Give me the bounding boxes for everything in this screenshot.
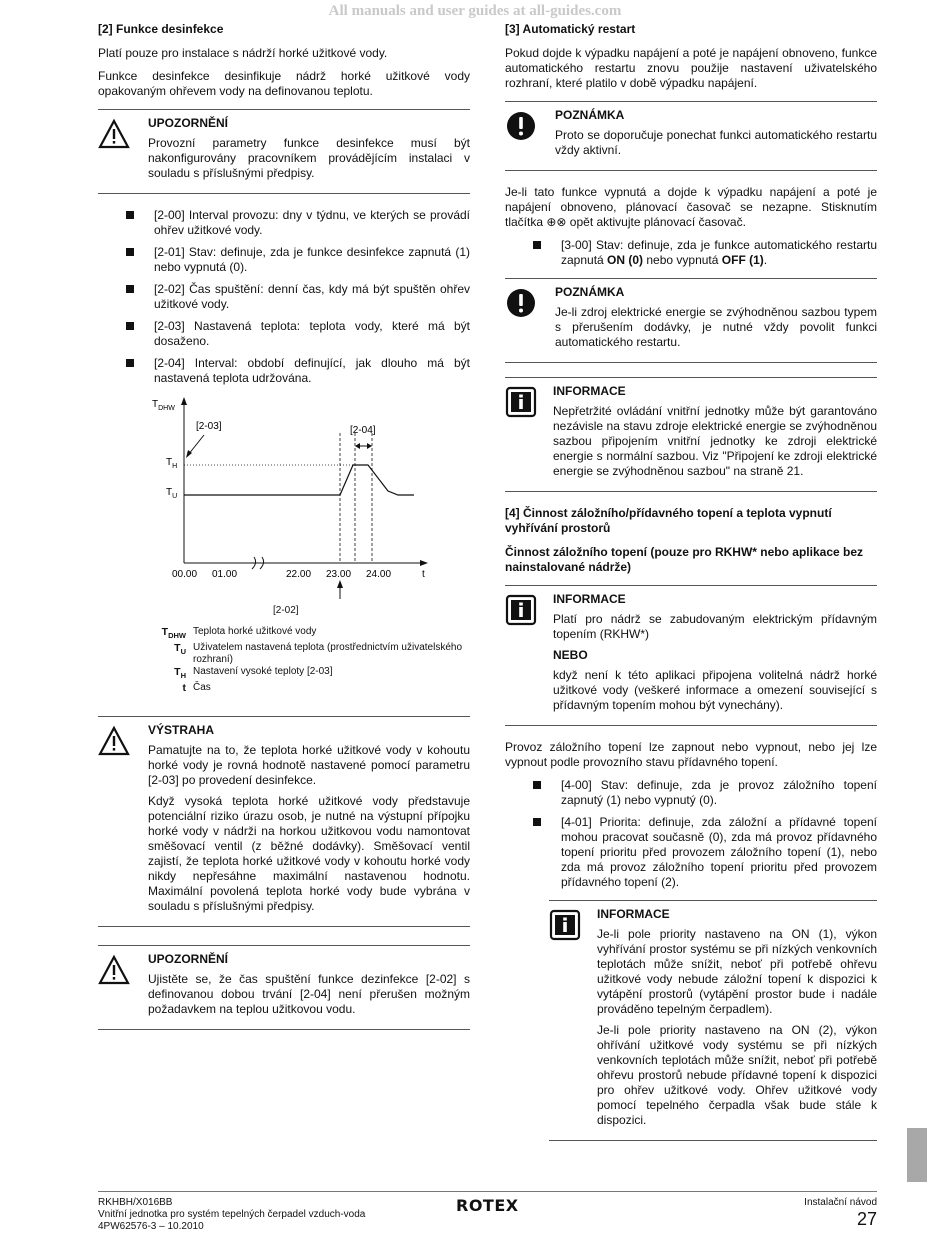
label-2-02-text: [2-02]	[273, 605, 299, 616]
note-box	[505, 278, 877, 363]
interval-arrow-left	[355, 443, 360, 449]
list-item: [4-00] Stav: definuje, zda je provoz záložního topení zapnutý (1) nebo vypnutý (0).	[533, 778, 877, 808]
legend-row: $T_U$ Uživatelem nastavená teplota (prostřednictvím uživatelského rozhraní)	[174, 642, 463, 666]
caution-title: UPOZORNĚNÍ	[148, 116, 229, 130]
tick-label: 00.00	[172, 569, 198, 580]
list-item: [2-02] Čas spuštění: denní čas, kdy má být spuštěn ohřev užitkové vody.	[126, 282, 470, 312]
list-item: [3-00] Stav: definuje, zda je funkce automatického restartu zapnutá ON (0) nebo vypnutá OFF (1).	[533, 238, 877, 268]
note-title: POZNÁMKA	[555, 285, 625, 299]
caution-box	[98, 945, 470, 1030]
info-box	[505, 585, 877, 726]
disinfection-diagram	[148, 393, 448, 603]
warning-text: Když vysoká teplota horké užitkové vody představuje potenciální riziko úrazu osob, je nutné na výstupní přípojku horké vody v nádrži na horkou užitkovou vodu namontovat směšovací ventil (z běžné dodávky). Směšovací ventil zajistí, že teplota horké užitkové vody v kohoutu horké vody nikdy nepřesáhne maximální nastavenou hodnotu. Maximální povolená teplota horké vody bude vybrána v souladu s příslušnými předpisy.	[148, 794, 470, 914]
paragraph: Pokud dojde k výpadku napájení a poté je napájení obnoveno, funkce automatického restartu znovu použije nastavení uživatelského rozhraní, které platilo v době výpadku napájení.	[505, 46, 877, 90]
x-axis-label: t	[422, 569, 425, 580]
page-footer	[98, 1191, 877, 1232]
paragraph: Provoz záložního topení lze zapnout nebo vypnout, nebo jej lze vypnout podle provozního stavu přídavného topení.	[505, 740, 877, 769]
info-square-icon	[549, 909, 581, 941]
tick-label: 24.00	[366, 569, 392, 580]
info-title: INFORMACE	[553, 384, 626, 398]
legend-row: t Čas	[182, 682, 211, 695]
info-box	[549, 900, 877, 1141]
legend-row: $T_{DHW}$ Teplota horké užitkové vody	[161, 626, 317, 641]
exclamation-circle-icon	[505, 287, 537, 319]
info-text: Nepřetržité ovládání vnitřní jednotky může být garantováno nezávisle na stavu zdroje elektrické energie se zvýhodněnou sazbou připojením vnitřní jednotky ke zdroji elektrické energie s normální sazbou. Viz "Připojení ke zdroji elektrické energie se zvýhodněnou sazbou" na straně 21.	[553, 404, 877, 478]
warning-text: Pamatujte na to, že teplota horké užitkové vody v kohoutu horké vody je rovná hodnotě nastavené pomocí parametru [2-03] po provedení desinfekce.	[148, 743, 470, 788]
exclamation-circle-icon	[505, 110, 537, 142]
warning-triangle-icon	[98, 725, 130, 757]
info-box	[505, 377, 877, 492]
note-text: Proto se doporučuje ponechat funkci automatického restartu vždy aktivní.	[555, 128, 877, 157]
right-column	[505, 22, 877, 1155]
list-item: [2-01] Stav: definuje, zda je funkce desinfekce zapnutá (1) nebo vypnutá (0).	[126, 245, 470, 275]
caution-title: UPOZORNĚNÍ	[148, 952, 229, 967]
info-text: Je-li pole priority nastaveno na ON (1), výkon vyhřívání prostor systému se při nízkých venkovních teplotách může snížit, neboť při potřebě ohřevu užitkové vody nebude záložní topení k dispozici k vytápění prostorů (vytápění prostor bude i nadále prováděno tepelným čerpadlem).	[597, 927, 877, 1016]
footer-right	[804, 1197, 877, 1229]
caution-box	[98, 109, 470, 194]
paragraph: Funkce desinfekce desinfikuje nádrž horké užitkové vody opakovaným ohřevem vody na definovanou teplotu.	[98, 69, 470, 98]
label-2-03: [2-03]	[196, 421, 222, 432]
diagram-legend	[148, 626, 470, 694]
interval-arrow-right	[367, 443, 372, 449]
note-title: POZNÁMKA	[555, 108, 625, 122]
left-column	[98, 22, 470, 1044]
info-text: Platí pro nádrž se zabudovaným elektrickým přídavným topením (RKHW*)	[553, 612, 877, 641]
info-text: Je-li pole priority nastaveno na ON (2), výkon ohřívání užitkové vody systému se při nízkých venkovních teplotách může snížit, neboť při potřebě ohřevu prostorů nebude přídavné topení k dispozici pro ohřev užitkové vody. Ohřev užitkové vody pomocí tepelného čerpadla však bude stále k dispozici.	[597, 1023, 877, 1127]
label-2-04: [2-04]	[350, 425, 376, 436]
list-item: [2-00] Interval provozu: dny v týdnu, ve kterých se provádí ohřev užitkové vody.	[126, 208, 470, 238]
th-label: $T_H$	[166, 457, 178, 470]
y-axis-label: $T_{DHW}$	[152, 399, 175, 412]
paragraph: Je-li tato funkce vypnutá a dojde k výpadku napájení a poté je napájení obnoveno, plánovací časovač se nezapne. Stisknutím tlačítka ⊕⊗ opět aktivujte plánovací časovač.	[505, 185, 877, 229]
tick-label: 22.00	[286, 569, 312, 580]
caution-text: Provozní parametry funkce desinfekce musí být nakonfigurovány pracovníkem provádějícím instalaci v souladu s příslušnými předpisy.	[148, 136, 470, 180]
section-2-title: [2] Funkce desinfekce	[98, 22, 224, 36]
y-axis-arrow	[181, 397, 187, 405]
info-square-icon	[505, 386, 537, 418]
paragraph: Platí pouze pro instalace s nádrží horké užitkové vody.	[98, 46, 388, 60]
note-text: Je-li zdroj elektrické energie se zvýhodněnou sazbou typem s přerušením dodávky, je nutné vždy povolit funkci automatického restartu.	[555, 305, 877, 349]
temperature-profile	[184, 465, 414, 495]
tick-label: 01.00	[212, 569, 238, 580]
pointer-2-02-head	[337, 580, 343, 588]
footer-manual-title: Instalační návod	[804, 1197, 877, 1208]
list-item: [2-04] Interval: období definující, jak dlouho má být nastavená teplota udržována.	[126, 356, 470, 386]
subsection-title: Činnost záložního topení (pouze pro RKHW* nebo aplikace bez nainstalované nádrže)	[505, 545, 864, 574]
footer-doc-number: 4PW62576-3 – 10.2010	[98, 1221, 204, 1232]
page-tab-marker	[907, 1128, 927, 1182]
x-axis-arrow	[420, 560, 428, 566]
warning-triangle-icon	[98, 118, 130, 150]
tu-label: $T_U$	[166, 487, 178, 500]
info-title: INFORMACE	[597, 907, 670, 921]
rotex-logo: ROTEX	[456, 1196, 519, 1215]
watermark: All manuals and user guides at all-guides.com	[328, 3, 622, 19]
list-item: [2-03] Nastavená teplota: teplota vody, které má být dosaženo.	[126, 319, 470, 349]
footer-description: Vnitřní jednotka pro systém tepelných čerpadel vzduch-voda	[98, 1209, 366, 1220]
warning-triangle-icon	[98, 954, 130, 986]
caution-text: Ujistěte se, že čas spuštění funkce dezinfekce [2-02] s definovanou dobou trvání [2-04] není přerušen možným požadavkem na teplou užitkovou vodu.	[148, 972, 470, 1017]
info-title: INFORMACE	[553, 592, 626, 606]
warning-box	[98, 716, 470, 927]
footer-model: RKHBH/X016BB	[98, 1197, 173, 1208]
info-square-icon	[505, 594, 537, 626]
info-text: když není k této aplikaci připojena volitelná nádrž horké užitkové vody (veškeré informace a omezení související s přídavným topením mohou být vynechány).	[553, 668, 877, 712]
section-4-title: [4] Činnost záložního/přídavného topení a teplota vypnutí vyhřívání prostorů	[505, 506, 832, 535]
page-number: 27	[856, 1209, 877, 1229]
section-3-title: [3] Automatický restart	[505, 22, 636, 36]
list-item: [4-01] Priorita: definuje, zda záložní a přídavné topení mohou pracovat současně (0), zda má provoz přídavného topení prioritu před provozem záložního topení (1), nebo zda má provoz záložního topení prioritu před provozem přídavného topení (2).	[533, 815, 877, 890]
info-or: NEBO	[553, 648, 588, 662]
warning-title: VÝSTRAHA	[148, 723, 215, 738]
legend-row: $T_H$ Nastavení vysoké teploty [2-03]	[174, 666, 333, 681]
note-box	[505, 101, 877, 171]
footer-left	[98, 1197, 365, 1233]
tick-label: 23.00	[326, 569, 352, 580]
